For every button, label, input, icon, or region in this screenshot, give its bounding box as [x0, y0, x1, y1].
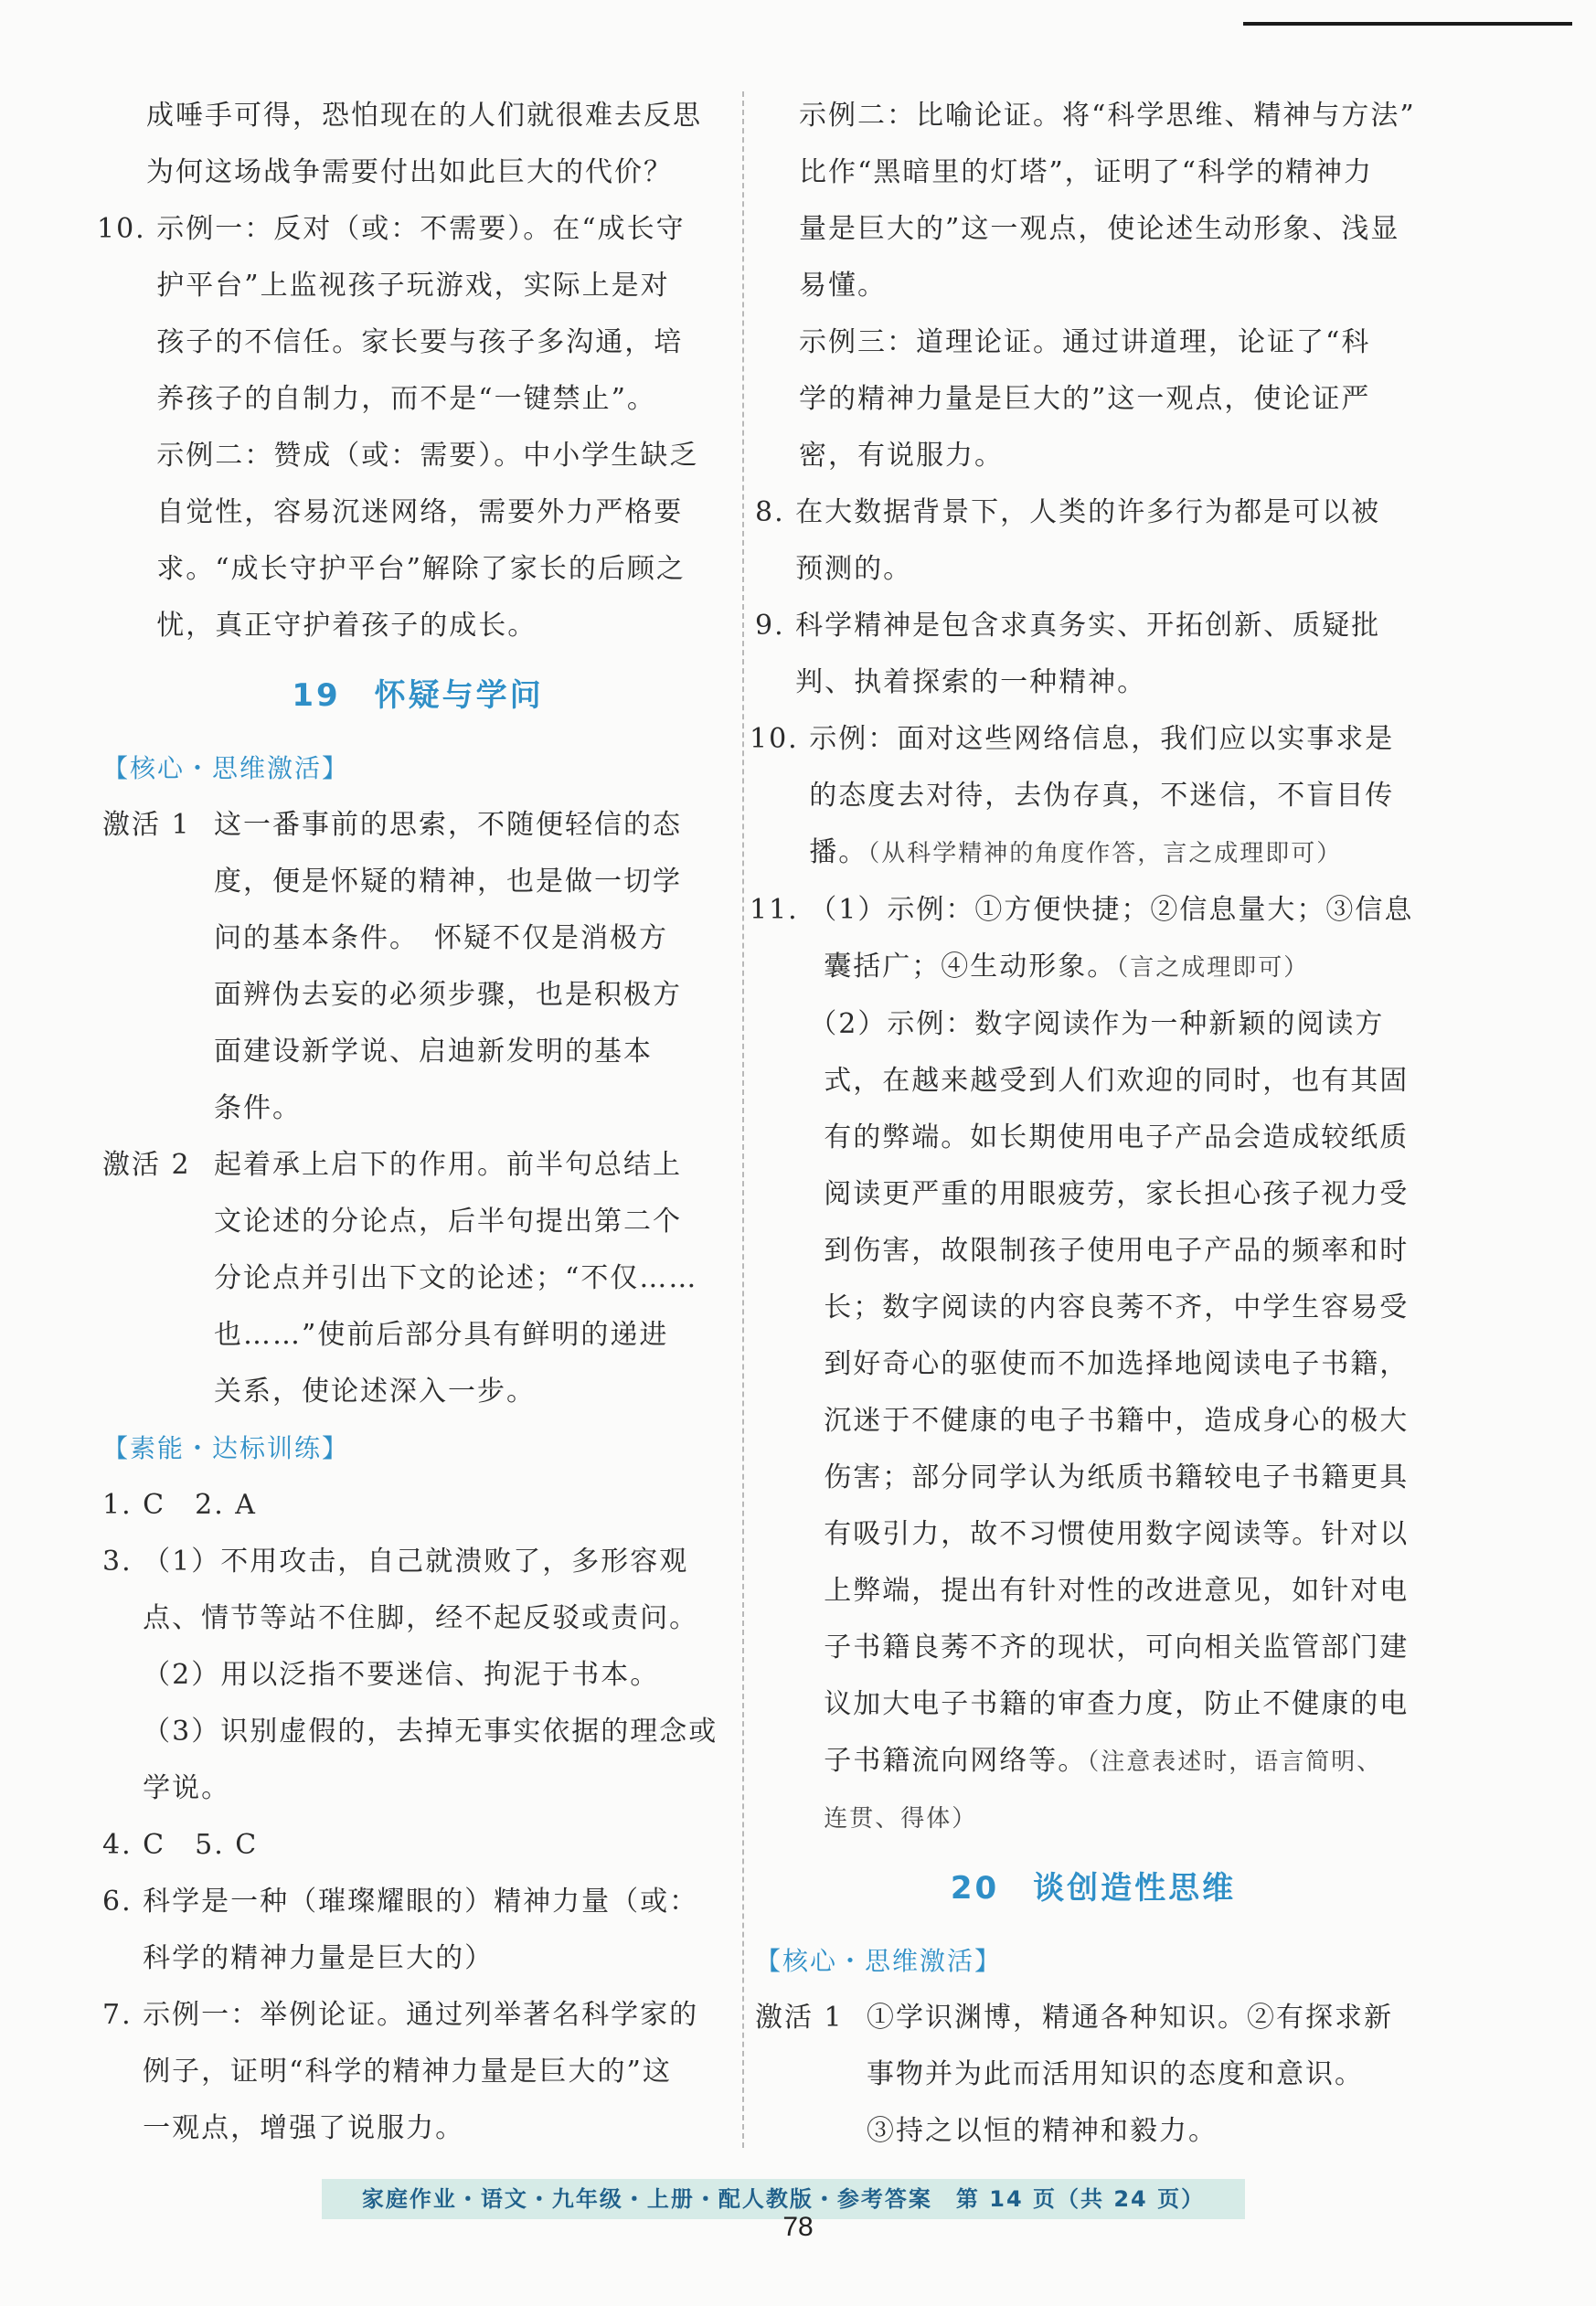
- activation-1: 激活 1 这一番事前的思索，不随便轻信的态 度，便是怀疑的精神，也是做一切学 问的基本条件。 怀疑不仅是消极方 面辨伪去妄的必须步骤，也是积极方 面建设新学说、启迪新发明的基本 条件。: [102, 809, 682, 1124]
- activation-1-lesson-20: 激活 1 ①学识渊博，精通各种知识。②有探求新 事物并为此而活用知识的态度和意识。 ③持之以恒的精神和毅力。: [755, 2002, 1393, 2147]
- answer-10-left: 10. 示例一：反对（或：不需要）。在“成长守 护平台”上监视孩子玩游戏，实际上是对 孩子的不信任。家长要与孩子多沟通，培 养孩子的自制力，而不是“一键禁止”。 示例二：赞成（或：需要）。中小学生缺乏 自觉性，容易沉迷网络，需要外力严格要 求。“成长守护平台”解除了家长的后顾之 忧，真正守护着孩子的成长。: [97, 213, 699, 642]
- answers-1-2: 1. C 2. A: [102, 1489, 257, 1521]
- page-number: 78: [782, 2212, 814, 2242]
- right-column: [750, 88, 1431, 2160]
- lesson-20-title: 20 谈创造性思维: [950, 1870, 1237, 1907]
- answer-note: 连贯、得体）: [824, 1805, 978, 1833]
- answer-7-example-3: 示例三：道理论证。通过讲道理，论证了“科 学的精神力量是巨大的”这一观点，使论证严 密，有说服力。: [799, 326, 1371, 472]
- section-core-activation: 【核心・思维激活】: [102, 753, 350, 783]
- answer-9: 9. 科学精神是包含求真务实、开拓创新、质疑批 判、执着探索的一种精神。: [755, 610, 1381, 698]
- intro-text: 成唾手可得，恐怕现在的人们就很难去反思 为何这场战争需要付出如此巨大的代价？: [146, 100, 702, 188]
- section-core-activation-2: 【核心・思维激活】: [755, 1946, 1003, 1976]
- top-rule: [1243, 22, 1572, 26]
- lesson-19-title: 19 怀疑与学问: [292, 677, 544, 714]
- answer-11: 11. （1）示例：①方便快捷；②信息量大；③信息 囊括广；④生动形象。（言之成理即可） （2）示例：数字阅读作为一种新颖的阅读方 式，在越来越受到人们欢迎的同时，也有其固 有的弊端。如长期使用电子产品会造成较纸质 阅读更严重的用眼疲劳，家长担心孩子视力受 到伤害，故限制孩子使用电子产品的频率和时 长；数字阅读的内容良莠不齐，中学生容易受 到好奇心的驱使而不加选择地阅读电子书籍， 沉迷于不健康的电子书籍中，造成身心的极大 伤害；部分同学认为纸质书籍较电子书籍更具 有吸引力，故不习惯使用数字阅读等。针对以 上弊端，提出有针对性的改进意见，如针对电 子书籍良莠不齐的现状，可向相关监管部门建 议加大电子书籍的审查力度，防止不健康的电 子书籍流向网络等。（注意表述时，语言简明、 连贯、得体）: [750, 882, 1431, 1847]
- column-divider: [742, 91, 744, 2148]
- answer-3: 3. （1）不用攻击，自己就溃败了，多形容观 点、情节等站不住脚，经不起反驳或责问。 （2）用以泛指不要迷信、拘泥于书本。 （3）识别虚假的，去掉无事实依据的理念或 学说。: [102, 1546, 718, 1804]
- answer-10-right: 10. 示例：面对这些网络信息，我们应以实事求是 的态度去对待，去伪存真，不迷信，不盲目传 播。（从科学精神的角度作答，言之成理即可）: [750, 723, 1395, 868]
- answer-note: （从科学精神的角度作答，言之成理即可）: [867, 840, 1343, 867]
- answer-6: 6. 科学是一种（璀璨耀眼的）精神力量（或： 科学的精神力量是巨大的）: [102, 1886, 699, 1974]
- section-skill-training: 【素能・达标训练】: [102, 1433, 350, 1463]
- activation-2: 激活 2 起着承上启下的作用。前半句总结上 文论述的分论点，后半句提出第二个 分论点并引出下文的论述；“不仅…… 也……”使前后部分具有鲜明的递进 关系，使论述深入一步。: [102, 1149, 698, 1408]
- answer-7-example-2: 示例二：比喻论证。将“科学思维、精神与方法” 比作“黑暗里的灯塔”，证明了“科学的精神力 量是巨大的”这一观点，使论述生动形象、浅显 易懂。: [799, 100, 1416, 302]
- answer-7: 7. 示例一：举例论证。通过列举著名科学家的 例子，证明“科学的精神力量是巨大的”这 一观点，增强了说服力。: [102, 1999, 699, 2144]
- left-column: [97, 88, 733, 2157]
- answer-note: （注意表述时，语言简明、: [1087, 1748, 1383, 1776]
- answer-8: 8. 在大数据背景下，人类的许多行为都是可以被 预测的。: [755, 496, 1381, 585]
- answers-4-5: 4. C 5. C: [102, 1829, 259, 1861]
- answer-note: （言之成理即可）: [1116, 954, 1310, 982]
- footer-caption: 家庭作业・语文・九年级・上册・配人教版・参考答案 第 14 页（共 24 页）: [361, 2186, 1206, 2212]
